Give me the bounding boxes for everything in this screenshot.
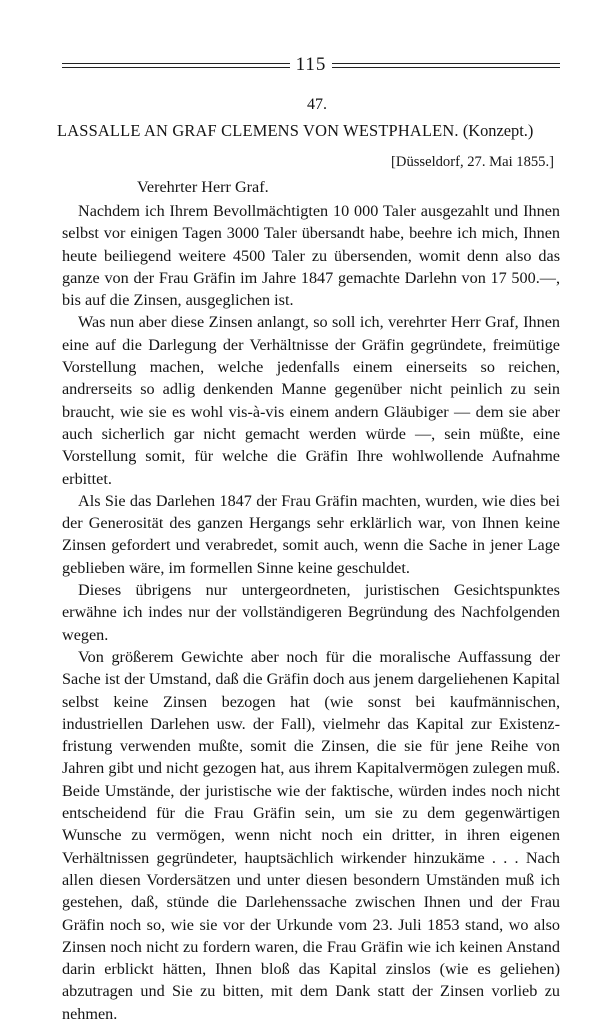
letter-title: [57, 120, 560, 142]
paragraph: Als Sie das Darlehen 1847 der Frau Gräfin machten, wurden, wie dies bei der Generosität des ganzen Hergangs sehr erklärlich war, von Ihnen keine Zinsen gefordert und verabredet, somit auch, wenn die Sache in jener Lage geblieben wäre, im formellen Sinne keine geschuldet.: [62, 491, 560, 577]
paragraph: Von größerem Gewichte aber noch für die moralische Auffassung der Sache ist der Umstand, daß die Gräfin doch aus jenem dargeliehenen Kapital selbst keine Zinsen bezogen hat (wie sonst bei kaufmännischen, industriellen Darlehen usw. der Fall), vielmehr das Kapital zur Existenzfristung verwenden mußte, somit die Zinsen, die sie für jene Reihe von Jahren gibt und nicht gezogen hat, aus ihrem Kapitalvermögen zulegen muß. Beide Umstände, der juristische wie der faktische, würden indes noch nicht entscheidend für die Frau Gräfin sein, um sie zu dem gegenwärtigen Wunsche zu vermögen, wenn nicht noch ein dritter, in ihren eigenen Verhältnissen gegründeter, hauptsächlich wirkender hinzukäme . . . Nach allen diesen Vordersätzen und unter diesen besondern Umständen muß ich gestehen, daß, stünde die Darlehenssache zwischen Ihnen und der Frau Gräfin noch so, wie sie vor der Urkunde vom 23. Juli 1853 stand, wo also Zinsen noch nicht zu fordern waren, die Frau Gräfin wie ich keinen Anstand darin erblickt hätten, Ihnen bloß das Kapital zinslos (wie es geliehen) abzutragen und Sie zu bitten, mit dem Dank statt der Zinsen vorlieb zu nehmen.: [62, 647, 560, 1023]
paragraph: Dieses übrigens nur untergeordneten, juristischen Gesichtspunktes erwähne ich indes nur der vollständigeren Begründung des Nachfolgenden wegen.: [62, 581, 560, 644]
letter-title-main: LASSALLE AN GRAF CLEMENS VON WESTPHALEN.: [57, 121, 459, 140]
letter-title-note: (Konzept.): [462, 121, 534, 140]
paragraph: Nachdem ich Ihrem Bevollmächtigten 10 000 Taler ausgezahlt und Ihnen selbst vor einigen Tagen 3000 Taler übersandt habe, beehre ich mich, Ihnen heute beiliegend weitere 4500 Taler zu übersenden, womit denn also das ganze von der Frau Gräfin im Jahre 1847 gemachte Darlehn von 17 500.—, bis auf die Zinsen, ausgeglichen ist.: [62, 202, 560, 310]
right-double-rule: [332, 63, 560, 68]
running-head: [62, 52, 560, 78]
book-page: [57, 52, 560, 1025]
letter-number: 47.: [307, 96, 327, 113]
left-double-rule: [62, 63, 290, 68]
place-date: [Düsseldorf, 27. Mai 1855.]: [391, 154, 554, 170]
page-number: 115: [295, 54, 327, 75]
paragraph: Was nun aber diese Zinsen anlangt, so soll ich, verehrter Herr Graf, Ihnen eine auf die Darlegung der Verhältnisse der Gräfin gegründete, freimütige Vorstellung machen, welche jedenfalls einem einerseits so reichen, andrerseits so adlig denkenden Manne gegenüber nicht peinlich zu sein braucht, wie sie es wohl vis-à-vis einem andern Gläubiger — dem sie aber auch sicherlich gar nicht gemacht werden würde —, sein müßte, eine Vorstellung somit, für welche die Gräfin Ihre wohlwollende Aufnahme erbittet.: [62, 313, 560, 488]
salutation: Verehrter Herr Graf.: [137, 178, 269, 196]
